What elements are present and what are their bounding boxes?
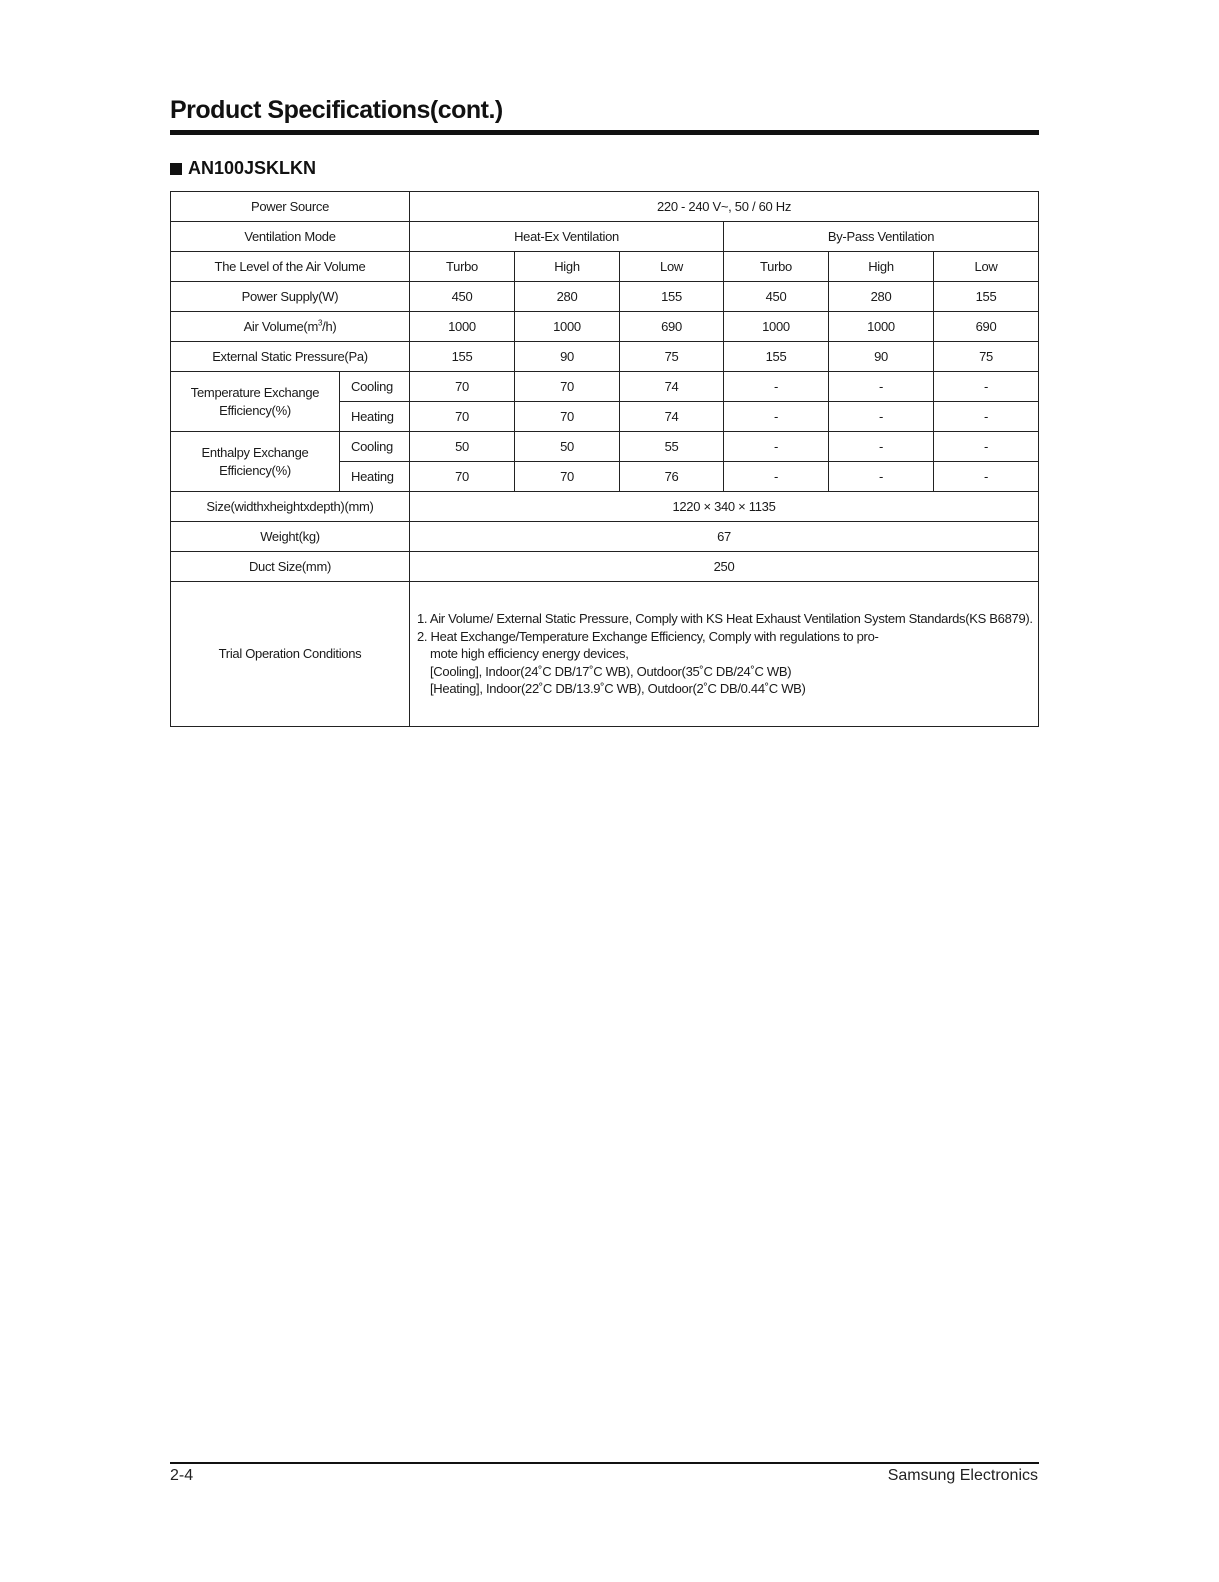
square-bullet-icon (170, 163, 182, 175)
cell: 50 (410, 432, 515, 462)
cell: 70 (515, 372, 620, 402)
cell: 155 (620, 282, 724, 312)
row-label: Ventilation Mode (171, 222, 410, 252)
label-line: Efficiency(%) (219, 402, 291, 418)
row-label: Trial Operation Conditions (171, 582, 410, 727)
cell: 70 (515, 402, 620, 432)
cell: 450 (724, 282, 829, 312)
title-rule (170, 130, 1039, 135)
cell: 690 (934, 312, 1039, 342)
superscript: 3 (317, 318, 323, 328)
cell: 450 (410, 282, 515, 312)
table-row (171, 582, 1039, 727)
table-row (171, 372, 1039, 402)
cell: - (934, 432, 1039, 462)
cell: 67 (410, 522, 1039, 552)
cell: 70 (515, 462, 620, 492)
row-label: Duct Size(mm) (171, 552, 410, 582)
label-text: /h) (322, 318, 337, 334)
cell: 90 (515, 342, 620, 372)
cell: Turbo (724, 252, 829, 282)
cell: - (829, 462, 934, 492)
table-row (171, 222, 1039, 252)
note-line: [Cooling], Indoor(24˚C DB/17˚C WB), Outdoor(35˚C DB/24˚C WB) (430, 663, 792, 679)
row-label: External Static Pressure(Pa) (171, 342, 410, 372)
label-line: Efficiency(%) (219, 462, 291, 478)
cell: 250 (410, 552, 1039, 582)
row-label: Weight(kg) (171, 522, 410, 552)
row-label (171, 372, 340, 432)
cell: - (934, 372, 1039, 402)
page-number: 2-4 (170, 1467, 194, 1484)
cell: 76 (620, 462, 724, 492)
note-line: 1. Air Volume/ External Static Pressure, Comply with KS Heat Exhaust Ventilation System Standards(KS B6879). (417, 611, 1033, 627)
table-row (171, 342, 1039, 372)
trial-notes (410, 582, 1039, 727)
cell: - (829, 402, 934, 432)
row-label: Power Supply(W) (171, 282, 410, 312)
cell: 220 - 240 V~, 50 / 60 Hz (410, 192, 1039, 222)
cell: 1000 (410, 312, 515, 342)
cell: Heat-Ex Ventilation (410, 222, 724, 252)
cell: 70 (410, 402, 515, 432)
cell: High (829, 252, 934, 282)
cell: 280 (515, 282, 620, 312)
table-row (171, 312, 1039, 342)
table-row (171, 552, 1039, 582)
cell: - (724, 462, 829, 492)
table-row (171, 252, 1039, 282)
label-line: Temperature Exchange (190, 384, 320, 400)
cell: 155 (724, 342, 829, 372)
cell: By-Pass Ventilation (724, 222, 1039, 252)
cell: Turbo (410, 252, 515, 282)
row-label: The Level of the Air Volume (171, 252, 410, 282)
row-label: Size(widthxheightxdepth)(mm) (171, 492, 410, 522)
table-row (171, 192, 1039, 222)
cell: 1000 (829, 312, 934, 342)
cell: 155 (410, 342, 515, 372)
table-row (171, 492, 1039, 522)
cell: 1220 × 340 × 1135 (410, 492, 1039, 522)
cell: Low (620, 252, 724, 282)
table-row (171, 522, 1039, 552)
table-row (171, 282, 1039, 312)
label-text: Air Volume(m (243, 318, 318, 334)
cell: - (829, 432, 934, 462)
sub-label: Cooling (340, 432, 410, 462)
row-label (171, 432, 340, 492)
row-label (171, 312, 410, 342)
cell: - (724, 402, 829, 432)
cell: - (724, 372, 829, 402)
label-line: Enthalpy Exchange (201, 444, 309, 460)
cell: 75 (620, 342, 724, 372)
cell: 155 (934, 282, 1039, 312)
section-heading (170, 158, 316, 179)
cell: 690 (620, 312, 724, 342)
cell: Low (934, 252, 1039, 282)
sub-label: Cooling (340, 372, 410, 402)
cell: - (829, 372, 934, 402)
cell: 90 (829, 342, 934, 372)
row-label: Power Source (171, 192, 410, 222)
cell: 55 (620, 432, 724, 462)
note-line: [Heating], Indoor(22˚C DB/13.9˚C WB), Outdoor(2˚C DB/0.44˚C WB) (430, 681, 806, 697)
cell: 1000 (724, 312, 829, 342)
model-name: AN100JSKLKN (188, 158, 317, 178)
footer-brand: Samsung Electronics (887, 1467, 1038, 1484)
cell: - (934, 462, 1039, 492)
cell: 70 (410, 372, 515, 402)
cell: - (934, 402, 1039, 432)
cell: 280 (829, 282, 934, 312)
cell: 74 (620, 372, 724, 402)
cell: High (515, 252, 620, 282)
cell: 74 (620, 402, 724, 432)
page-title: Product Specifications(cont.) (170, 96, 503, 124)
cell: 1000 (515, 312, 620, 342)
note-line: 2. Heat Exchange/Temperature Exchange Efficiency, Comply with regulations to pro- (417, 628, 879, 644)
cell: 75 (934, 342, 1039, 372)
note-line: mote high efficiency energy devices, (430, 646, 629, 662)
cell: - (724, 432, 829, 462)
footer-rule (170, 1462, 1039, 1464)
spec-table (170, 191, 1039, 727)
cell: 70 (410, 462, 515, 492)
table-row (171, 432, 1039, 462)
sub-label: Heating (340, 402, 410, 432)
sub-label: Heating (340, 462, 410, 492)
cell: 50 (515, 432, 620, 462)
